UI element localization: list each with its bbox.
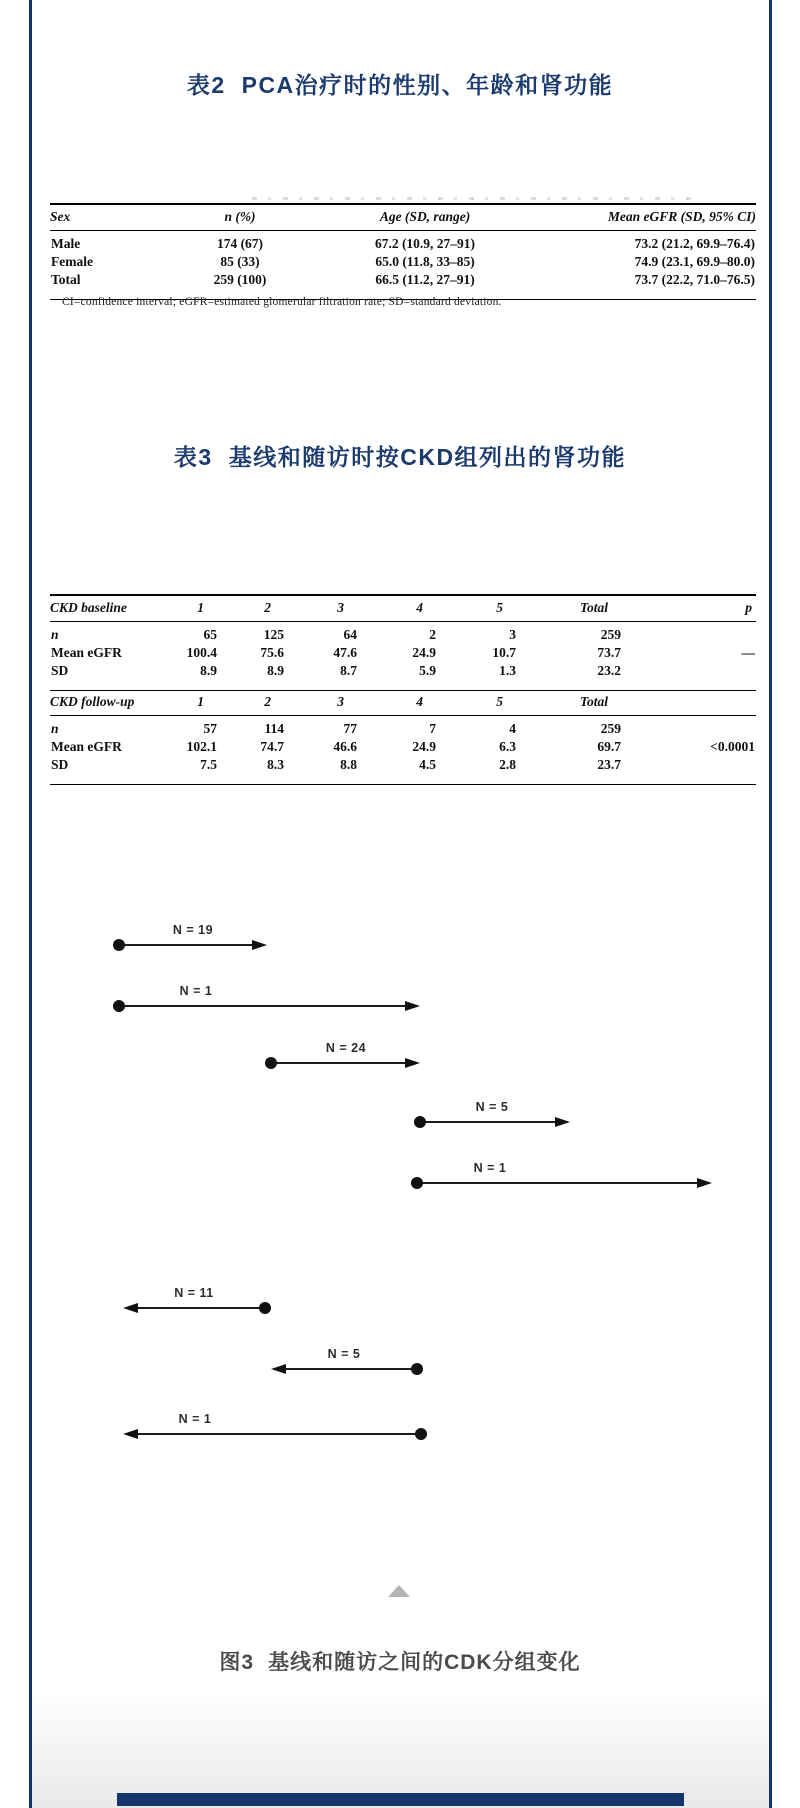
table-cell: 259 [600, 627, 621, 642]
table-cell: 3 [509, 627, 516, 642]
table-cell: 8.9 [200, 663, 217, 678]
arrow-head-icon [271, 1364, 286, 1374]
transition-arrow-line [420, 1121, 558, 1123]
arrow-count-label: N = 24 [325, 1041, 367, 1055]
column-header: CKD follow-up [50, 694, 135, 709]
arrow-origin-dot [113, 1000, 125, 1012]
table-cell: 75.6 [260, 645, 284, 660]
arrow-count-label: N = 19 [172, 923, 214, 937]
transition-arrow-line [417, 1182, 700, 1184]
arrow-head-icon [123, 1303, 138, 1313]
table-cell: Mean eGFR [51, 739, 122, 754]
table2-footnote: CI=confidence interval; eGFR=estimated glomerular filtration rate; SD=standard deviation. [62, 296, 502, 308]
table-cell: 69.7 [597, 739, 621, 754]
column-header: CKD baseline [50, 600, 127, 615]
table-cell: 23.7 [597, 757, 621, 772]
table-cell: n [51, 627, 59, 642]
table-cell: 67.2 (10.9, 27–91) [374, 236, 476, 251]
arrow-head-icon [555, 1117, 570, 1127]
table2-title-text: PCA治疗时的性别、年龄和肾功能 [241, 72, 614, 99]
table-cell: 8.7 [340, 663, 357, 678]
arrow-origin-dot [411, 1363, 423, 1375]
arrow-origin-dot [259, 1302, 271, 1314]
table-cell: 10.7 [492, 645, 516, 660]
column-header: 2 [264, 600, 271, 615]
table3-title-text: 基线和随访时按CKD组列出的肾功能 [228, 444, 627, 471]
column-header: Mean eGFR (SD, 95% CI) [607, 209, 756, 224]
bottom-navy-bar [117, 1793, 684, 1806]
column-header: 1 [197, 694, 204, 709]
table-cell: n [51, 721, 59, 736]
table-cell: 74.7 [260, 739, 284, 754]
table-cell: 259 (100) [213, 272, 267, 287]
arrow-count-label: N = 1 [179, 984, 213, 998]
arrow-count-label: N = 5 [327, 1347, 361, 1361]
table-cell: 74.9 (23.1, 69.9–80.0) [634, 254, 755, 269]
table-cell: 64 [343, 627, 357, 642]
table-cell: Mean eGFR [51, 645, 122, 660]
table-cell: 259 [600, 721, 621, 736]
column-header: 3 [337, 600, 344, 615]
arrow-count-label: N = 1 [473, 1161, 507, 1175]
table-cell: 24.9 [412, 645, 436, 660]
arrow-origin-dot [411, 1177, 423, 1189]
table-cell: Total [51, 272, 81, 287]
column-header: 5 [496, 694, 503, 709]
table-cell: 7.5 [200, 757, 217, 772]
table-cell: 2 [429, 627, 436, 642]
arrow-head-icon [405, 1001, 420, 1011]
transition-arrow-line [135, 1307, 265, 1309]
table-cell: — [741, 645, 755, 660]
transition-arrow-line [119, 1005, 408, 1007]
table-cell: 85 (33) [220, 254, 260, 269]
table-cell: 65.0 (11.8, 33–85) [375, 254, 475, 269]
table-cell: 57 [203, 721, 217, 736]
table-cell: 73.2 (21.2, 69.9–76.4) [634, 236, 755, 251]
table-cell: SD [51, 757, 69, 772]
table-cell: 2.8 [499, 757, 516, 772]
arrow-count-label: N = 1 [178, 1412, 212, 1426]
column-header: p [745, 600, 752, 615]
table-cell: 102.1 [186, 739, 217, 754]
transition-arrow-line [283, 1368, 417, 1370]
table-cell: 1.3 [499, 663, 516, 678]
column-header: 1 [197, 600, 204, 615]
column-header: Age (SD, range) [379, 209, 471, 224]
table-cell: 6.3 [499, 739, 516, 754]
column-header: 2 [264, 694, 271, 709]
table2-title-prefix: 表2 [186, 72, 226, 99]
table-cell: 4.5 [419, 757, 436, 772]
table-cell: 46.6 [333, 739, 357, 754]
table-cell: 47.6 [333, 645, 357, 660]
column-header: Sex [50, 209, 71, 224]
arrow-head-icon [123, 1429, 138, 1439]
column-header: 4 [416, 600, 423, 615]
table-cell: 66.5 (11.2, 27–91) [375, 272, 475, 287]
table-cell: 4 [509, 721, 516, 736]
table-cell: 8.3 [267, 757, 284, 772]
table-cell: 114 [264, 721, 284, 736]
arrow-head-icon [252, 940, 267, 950]
column-header: Total [579, 694, 608, 709]
arrow-origin-dot [265, 1057, 277, 1069]
transition-arrow-line [271, 1062, 408, 1064]
table-cell: 24.9 [412, 739, 436, 754]
bottom-gradient [32, 1688, 769, 1808]
table-cell: 8.9 [267, 663, 284, 678]
table-cell: 73.7 [597, 645, 621, 660]
arrow-head-icon [697, 1178, 712, 1188]
column-header: Total [579, 600, 608, 615]
figure3-caption [30, 1646, 770, 1676]
table-cell: 7 [429, 721, 436, 736]
arrow-head-icon [405, 1058, 420, 1068]
arrow-origin-dot [415, 1428, 427, 1440]
table-cell: 23.2 [597, 663, 621, 678]
column-header: n (%) [224, 209, 256, 224]
table3-title-prefix: 表3 [173, 444, 213, 471]
figure3-caption-text: 基线和随访之间的CDK分组变化 [268, 1651, 581, 1674]
arrow-count-label: N = 11 [174, 1286, 214, 1300]
column-header: 5 [496, 600, 503, 615]
table-cell: <0.0001 [710, 739, 755, 754]
collapse-triangle-icon [388, 1585, 410, 1597]
arrow-count-label: N = 5 [475, 1100, 509, 1114]
table-cell: 100.4 [186, 645, 217, 660]
table-cell: 5.9 [419, 663, 436, 678]
table-cell: Female [51, 254, 93, 269]
table-cell: 65 [203, 627, 217, 642]
transition-arrow-line [135, 1433, 421, 1435]
table-cell: 125 [263, 627, 284, 642]
arrow-origin-dot [414, 1116, 426, 1128]
table-cell: SD [51, 663, 69, 678]
column-header: 4 [416, 694, 423, 709]
arrow-origin-dot [113, 939, 125, 951]
table-cell: 8.8 [340, 757, 357, 772]
table-cell: Male [51, 236, 81, 251]
transition-arrow-line [119, 944, 255, 946]
figure3-caption-prefix: 图3 [219, 1651, 255, 1674]
table-cell: 174 (67) [216, 236, 264, 251]
table-cell: 73.7 (22.2, 71.0–76.5) [634, 272, 755, 287]
column-header: 3 [337, 694, 344, 709]
table-cell: 77 [343, 721, 357, 736]
